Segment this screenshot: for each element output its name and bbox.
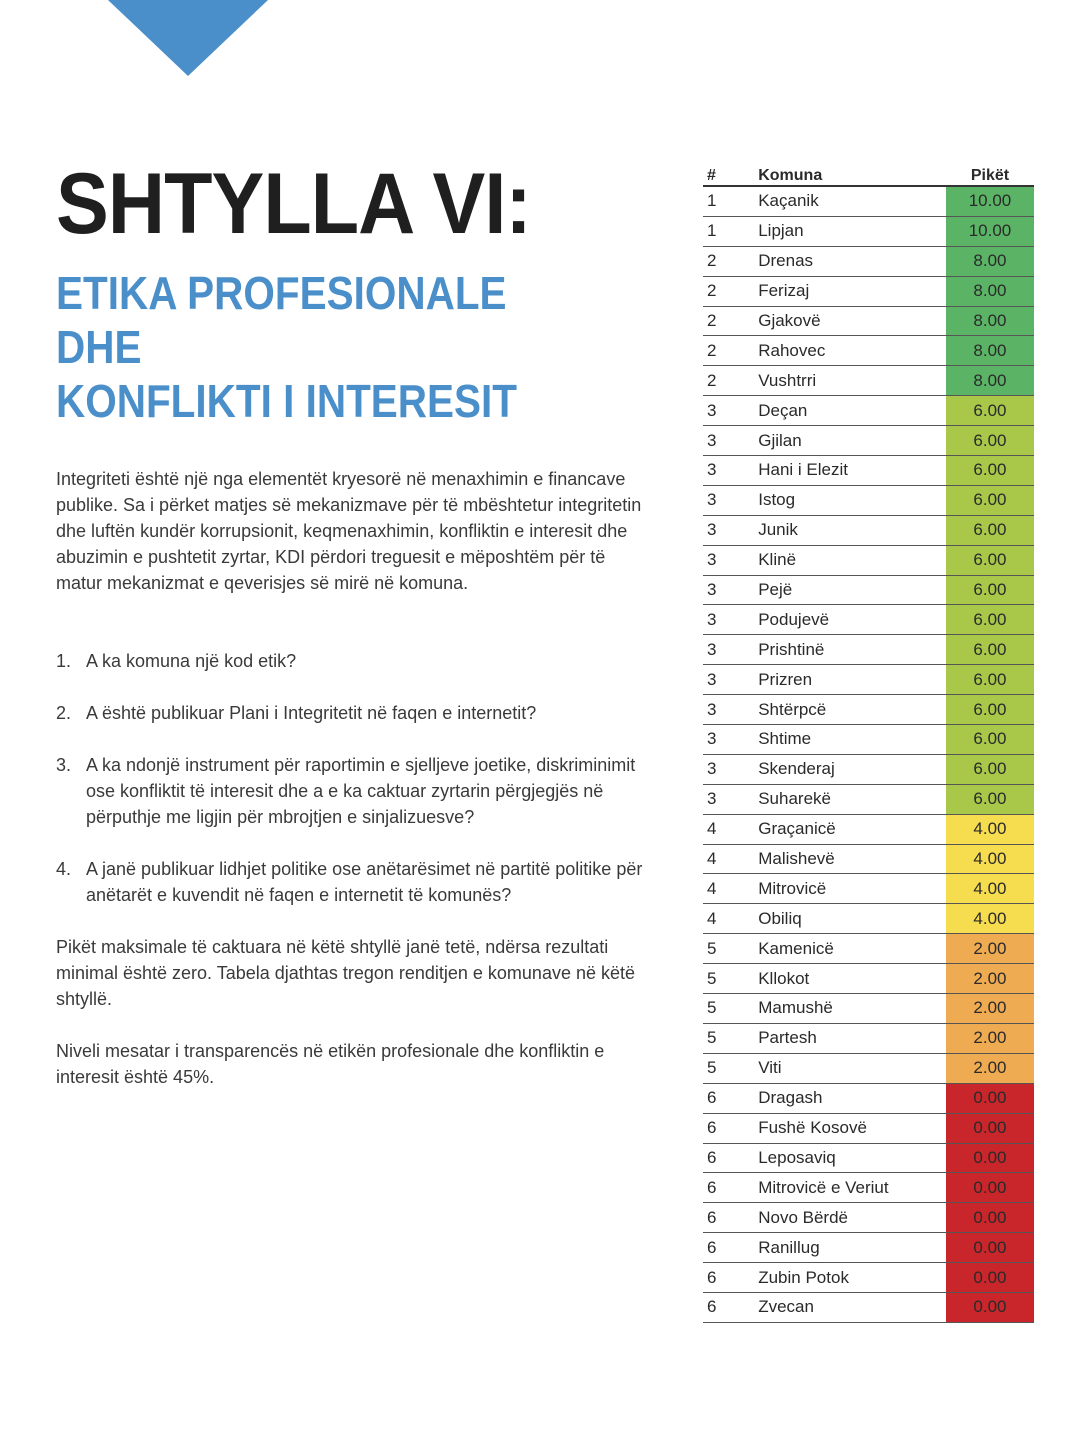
points-cell: 6.00 xyxy=(946,754,1034,784)
municipality-cell: Obiliq xyxy=(754,904,946,934)
table-row xyxy=(703,396,1034,426)
municipality-cell: Suharekë xyxy=(754,784,946,814)
rank-cell: 5 xyxy=(703,964,754,994)
rank-cell: 5 xyxy=(703,1053,754,1083)
municipality-cell: Ferizaj xyxy=(754,276,946,306)
municipality-cell: Rahovec xyxy=(754,336,946,366)
municipality-cell: Viti xyxy=(754,1053,946,1083)
rank-cell: 4 xyxy=(703,814,754,844)
table-row xyxy=(703,1053,1034,1083)
table-row xyxy=(703,186,1034,216)
points-cell: 6.00 xyxy=(946,605,1034,635)
rank-cell: 3 xyxy=(703,665,754,695)
subtitle-line-1: ETIKA PROFESIONALE DHE xyxy=(56,267,507,373)
question-item xyxy=(56,752,644,830)
municipality-cell: Dragash xyxy=(754,1083,946,1113)
points-cell: 6.00 xyxy=(946,575,1034,605)
points-cell: 2.00 xyxy=(946,994,1034,1024)
municipality-cell: Zubin Potok xyxy=(754,1263,946,1293)
header-municipality: Komuna xyxy=(754,165,946,186)
table-row xyxy=(703,725,1034,755)
rank-cell: 5 xyxy=(703,994,754,1024)
table-row xyxy=(703,575,1034,605)
question-number: 1. xyxy=(56,651,72,671)
municipality-cell: Hani i Elezit xyxy=(754,456,946,486)
municipality-cell: Fushë Kosovë xyxy=(754,1113,946,1143)
points-cell: 8.00 xyxy=(946,246,1034,276)
points-cell: 0.00 xyxy=(946,1173,1034,1203)
municipality-cell: Klinë xyxy=(754,545,946,575)
rank-cell: 3 xyxy=(703,784,754,814)
municipality-cell: Mamushë xyxy=(754,994,946,1024)
table-row xyxy=(703,1292,1034,1322)
points-cell: 6.00 xyxy=(946,485,1034,515)
municipality-cell: Malishevë xyxy=(754,844,946,874)
municipality-cell: Deçan xyxy=(754,396,946,426)
question-number: 2. xyxy=(56,703,72,723)
municipality-cell: Partesh xyxy=(754,1023,946,1053)
municipality-cell: Skenderaj xyxy=(754,754,946,784)
rank-cell: 3 xyxy=(703,396,754,426)
municipality-cell: Prizren xyxy=(754,665,946,695)
points-cell: 6.00 xyxy=(946,695,1034,725)
municipality-cell: Novo Bërdë xyxy=(754,1203,946,1233)
table-row xyxy=(703,1233,1034,1263)
municipality-cell: Leposaviq xyxy=(754,1143,946,1173)
points-cell: 6.00 xyxy=(946,635,1034,665)
municipality-cell: Shtërpcë xyxy=(754,695,946,725)
rank-cell: 3 xyxy=(703,754,754,784)
question-text: A është publikuar Plani i Integritetit në faqen e internetit? xyxy=(86,703,537,723)
municipality-cell: Shtime xyxy=(754,725,946,755)
points-cell: 8.00 xyxy=(946,276,1034,306)
municipality-cell: Zvecan xyxy=(754,1292,946,1322)
question-number: 4. xyxy=(56,859,72,879)
rank-cell: 3 xyxy=(703,485,754,515)
rank-cell: 6 xyxy=(703,1083,754,1113)
municipality-cell: Prishtinë xyxy=(754,635,946,665)
table-row xyxy=(703,485,1034,515)
corner-triangle-decoration xyxy=(108,0,268,76)
table-row xyxy=(703,665,1034,695)
rank-cell: 3 xyxy=(703,456,754,486)
question-text: A ka komuna një kod etik? xyxy=(86,651,297,671)
rank-cell: 3 xyxy=(703,545,754,575)
municipality-cell: Vushtrri xyxy=(754,366,946,396)
rank-cell: 3 xyxy=(703,515,754,545)
question-number: 3. xyxy=(56,755,72,775)
table-row xyxy=(703,784,1034,814)
municipality-cell: Lipjan xyxy=(754,216,946,246)
scoring-paragraph: Pikët maksimale të caktuara në këtë shtyllë janë tetë, ndërsa rezultati minimal është zero. Tabela djathtas tregon renditjen e komunave në këtë shtyllë. xyxy=(56,937,636,1009)
points-cell: 2.00 xyxy=(946,964,1034,994)
municipality-cell: Gjakovë xyxy=(754,306,946,336)
points-cell: 6.00 xyxy=(946,725,1034,755)
points-cell: 8.00 xyxy=(946,306,1034,336)
table-row xyxy=(703,515,1034,545)
rank-cell: 1 xyxy=(703,216,754,246)
table-row xyxy=(703,1263,1034,1293)
table-row xyxy=(703,1083,1034,1113)
rank-cell: 3 xyxy=(703,695,754,725)
points-cell: 2.00 xyxy=(946,1053,1034,1083)
rank-cell: 5 xyxy=(703,1023,754,1053)
table-row xyxy=(703,635,1034,665)
table-row xyxy=(703,336,1034,366)
points-cell: 6.00 xyxy=(946,396,1034,426)
rank-cell: 6 xyxy=(703,1173,754,1203)
header-points: Pikët xyxy=(946,165,1034,186)
municipality-cell: Kllokot xyxy=(754,964,946,994)
rank-cell: 6 xyxy=(703,1143,754,1173)
rank-cell: 6 xyxy=(703,1263,754,1293)
table-row xyxy=(703,456,1034,486)
question-text: A ka ndonjë instrument për raportimin e sjelljeve joetike, diskriminimit ose konfliktit të interesit dhe a e ka caktuar zyrtarin përgjegjës në përputhje me ligjin për mbrojtjen e sinjalizuesve? xyxy=(86,755,636,827)
question-item xyxy=(56,856,644,908)
points-cell: 6.00 xyxy=(946,515,1034,545)
table-row xyxy=(703,934,1034,964)
table-row xyxy=(703,754,1034,784)
points-cell: 2.00 xyxy=(946,934,1034,964)
rank-cell: 3 xyxy=(703,575,754,605)
municipality-cell: Drenas xyxy=(754,246,946,276)
header-rank: # xyxy=(703,165,754,186)
average-paragraph: Niveli mesatar i transparencës në etikën profesionale dhe konfliktin e interesit është 45%. xyxy=(56,1041,605,1087)
points-cell: 8.00 xyxy=(946,366,1034,396)
points-cell: 8.00 xyxy=(946,336,1034,366)
points-cell: 0.00 xyxy=(946,1143,1034,1173)
table-header-row xyxy=(703,165,1034,186)
rank-cell: 3 xyxy=(703,725,754,755)
municipality-cell: Istog xyxy=(754,485,946,515)
rank-cell: 3 xyxy=(703,605,754,635)
question-item xyxy=(56,648,644,674)
municipality-cell: Kaçanik xyxy=(754,186,946,216)
subtitle-line-2: KONFLIKTI I INTERESIT xyxy=(56,375,518,427)
table-row xyxy=(703,844,1034,874)
rank-cell: 6 xyxy=(703,1233,754,1263)
table-row xyxy=(703,964,1034,994)
table-row xyxy=(703,904,1034,934)
points-cell: 4.00 xyxy=(946,904,1034,934)
table-row xyxy=(703,695,1034,725)
table-row xyxy=(703,426,1034,456)
points-cell: 6.00 xyxy=(946,665,1034,695)
table-row xyxy=(703,994,1034,1024)
points-cell: 0.00 xyxy=(946,1113,1034,1143)
municipality-cell: Podujevë xyxy=(754,605,946,635)
table-row xyxy=(703,1023,1034,1053)
municipality-cell: Pejë xyxy=(754,575,946,605)
points-cell: 0.00 xyxy=(946,1203,1034,1233)
table-row xyxy=(703,1113,1034,1143)
municipality-cell: Graçanicë xyxy=(754,814,946,844)
points-cell: 6.00 xyxy=(946,456,1034,486)
intro-paragraph: Integriteti është një nga elementët kryesorë në menaxhimin e financave publike. Sa i përket matjes së mekanizmave për të mbështetur integritetin dhe luftën kundër korrupsionit, keqmenaxhimin, konfliktin e interesit dhe abuzimin e pushtetit zyrtar, KDI përdori treguesit e mëposhtëm për të matur mekanizmat e qeverisjes së mirë në komuna. xyxy=(56,469,642,593)
municipality-ranking-table xyxy=(703,165,1034,1323)
points-cell: 0.00 xyxy=(946,1083,1034,1113)
municipality-cell: Mitrovicë e Veriut xyxy=(754,1173,946,1203)
points-cell: 10.00 xyxy=(946,216,1034,246)
points-cell: 4.00 xyxy=(946,844,1034,874)
rank-cell: 1 xyxy=(703,186,754,216)
points-cell: 10.00 xyxy=(946,186,1034,216)
points-cell: 0.00 xyxy=(946,1263,1034,1293)
table-row xyxy=(703,814,1034,844)
rank-cell: 2 xyxy=(703,336,754,366)
table-row xyxy=(703,1203,1034,1233)
points-cell: 0.00 xyxy=(946,1233,1034,1263)
points-cell: 4.00 xyxy=(946,814,1034,844)
table-row xyxy=(703,1173,1034,1203)
table-body xyxy=(703,186,1034,1322)
points-cell: 4.00 xyxy=(946,874,1034,904)
municipality-cell: Mitrovicë xyxy=(754,874,946,904)
rank-cell: 4 xyxy=(703,874,754,904)
rank-cell: 6 xyxy=(703,1113,754,1143)
municipality-cell: Kamenicë xyxy=(754,934,946,964)
page-subtitle xyxy=(56,266,602,428)
table-row xyxy=(703,216,1034,246)
rank-cell: 3 xyxy=(703,426,754,456)
question-text: A janë publikuar lidhjet politike ose anëtarësimet në partitë politike për anëtarët e kuvendit në faqen e internetit të komunës? xyxy=(86,859,643,905)
table-row xyxy=(703,276,1034,306)
rank-cell: 2 xyxy=(703,276,754,306)
points-cell: 6.00 xyxy=(946,784,1034,814)
question-item xyxy=(56,700,644,726)
table-row xyxy=(703,246,1034,276)
table-row xyxy=(703,1143,1034,1173)
municipality-cell: Ranillug xyxy=(754,1233,946,1263)
rank-cell: 6 xyxy=(703,1292,754,1322)
table-row xyxy=(703,366,1034,396)
indicator-questions-list xyxy=(56,648,644,934)
table-row xyxy=(703,306,1034,336)
rank-cell: 2 xyxy=(703,246,754,276)
rank-cell: 2 xyxy=(703,306,754,336)
rank-cell: 4 xyxy=(703,904,754,934)
points-cell: 6.00 xyxy=(946,426,1034,456)
municipality-cell: Junik xyxy=(754,515,946,545)
rank-cell: 4 xyxy=(703,844,754,874)
table-row xyxy=(703,605,1034,635)
rank-cell: 6 xyxy=(703,1203,754,1233)
table-row xyxy=(703,874,1034,904)
page-title: SHTYLLA VI: xyxy=(56,156,531,252)
municipality-cell: Gjilan xyxy=(754,426,946,456)
rank-cell: 5 xyxy=(703,934,754,964)
points-cell: 0.00 xyxy=(946,1292,1034,1322)
table-row xyxy=(703,545,1034,575)
points-cell: 6.00 xyxy=(946,545,1034,575)
rank-cell: 2 xyxy=(703,366,754,396)
rank-cell: 3 xyxy=(703,635,754,665)
points-cell: 2.00 xyxy=(946,1023,1034,1053)
